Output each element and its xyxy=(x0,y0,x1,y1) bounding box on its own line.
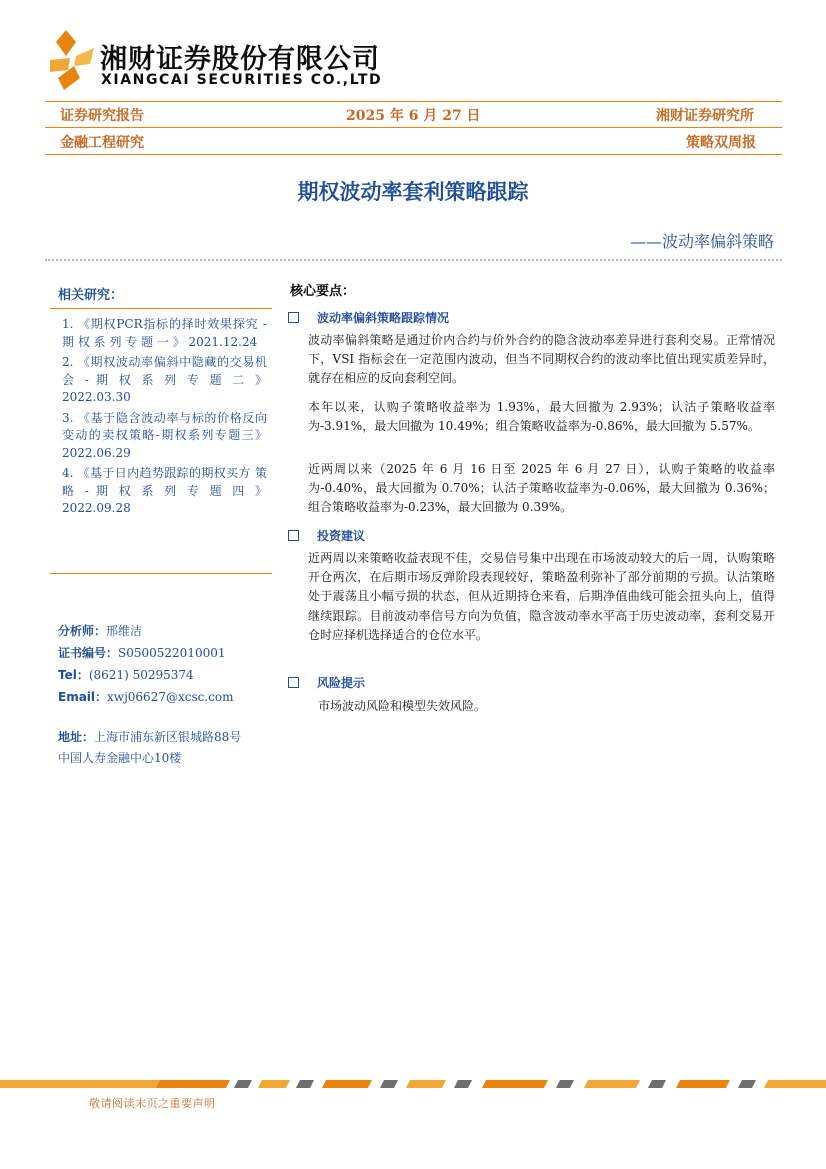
strategy-description: 波动率偏斜策略是通过价内合约与价外合约的隐含波动率差异进行套利交易。正常情况下，VSI 指标会在一定范围内波动，但当不同期权合约的波动率比值出现实质差异时，就存在相应的反向套利空间。 xyxy=(308,333,775,386)
page-title: 期权波动率套利策略跟踪 xyxy=(297,180,529,204)
address-line-1: 上海市浦东新区银城路88号 xyxy=(94,730,242,744)
related-research-heading: 相关研究： xyxy=(58,288,124,303)
office-address xyxy=(58,727,241,769)
analyst-name: 邢维洁 xyxy=(106,624,143,638)
checkbox-bullet-icon xyxy=(288,312,299,323)
company-name-cn: 湘财证券股份有限公司 xyxy=(100,44,380,75)
two-week-performance: 近两周以来（2025 年 6 月 16 日至 2025 年 6 月 27 日），认购子策略的收益率为-0.40%，最大回撤为 0.70%；认沽子策略收益率为-0.06%，最大回撤为 0.36%；组合策略收益率为-0.23%，最大回撤为 0.39%。 xyxy=(308,462,775,515)
related-research-list xyxy=(62,316,267,518)
company-logo-icon xyxy=(50,30,96,96)
report-frequency: 策略双周报 xyxy=(686,135,756,151)
risk-warning-text: 市场波动风险和模型失效风险。 xyxy=(318,699,487,713)
disclaimer-note: 敬请阅读末页之重要声明 xyxy=(89,1097,216,1110)
email-label: Email： xyxy=(58,690,108,704)
analyst-label: 分析师： xyxy=(58,624,107,638)
page-subtitle: ——波动率偏斜策略 xyxy=(629,232,774,251)
checkbox-bullet-icon xyxy=(288,530,299,541)
header-divider-middle xyxy=(45,127,782,128)
title-divider xyxy=(45,259,782,261)
section-risk-warning xyxy=(288,674,365,691)
section-vol-skew-tracking xyxy=(288,309,449,326)
section-title: 风险提示 xyxy=(317,676,366,690)
cert-label: 证书编号： xyxy=(58,646,119,660)
tel-number: (8621) 50295374 xyxy=(88,668,194,682)
section-investment-advice xyxy=(288,527,365,544)
report-date: 2025 年 6 月 27 日 xyxy=(346,108,481,124)
checkbox-bullet-icon xyxy=(288,677,299,688)
footer-stripe-bar xyxy=(0,1080,826,1088)
header-divider-bottom xyxy=(45,154,782,155)
related-research-item[interactable]: 3. 《基于隐含波动率与标的价格反向变动的卖权策略-期权系列专题三》 2022.06.29 xyxy=(62,410,267,460)
ytd-performance: 本年以来，认购子策略收益率为 1.93%，最大回撤为 2.93%；认沽子策略收益率为-3.91%，最大回撤为 10.49%；组合策略收益率为-0.86%，最大回撤为 5.57%。 xyxy=(308,400,775,434)
related-research-item[interactable]: 2. 《期权波动率偏斜中隐藏的交易机会 - 期 权 系 列 专 题 二 》 2022.03.30 xyxy=(62,355,267,404)
analyst-contact xyxy=(58,620,233,708)
related-divider-top xyxy=(50,308,272,309)
email-address[interactable]: xwj06627@xcsc.com xyxy=(107,690,234,704)
header-divider-top xyxy=(45,101,782,102)
related-divider-bottom xyxy=(50,573,272,574)
investment-advice-text: 近两周以来策略收益表现不佳，交易信号集中出现在市场波动较大的后一周，认购策略开仓两次，在后期市场反弹阶段表现较好，策略盈利弥补了部分前期的亏损。认沽策略处于震荡且小幅亏损的状态，但从近期持仓来看，后期净值曲线可能会扭头向上，值得继续跟踪。目前波动率信号方向为负值，隐含波动率水平高于历史波动率，套利交易开仓时应择机选择适合的仓位水平。 xyxy=(308,551,775,642)
cert-number: S0500522010001 xyxy=(118,646,226,660)
tel-label: Tel： xyxy=(58,668,89,682)
section-title: 波动率偏斜策略跟踪情况 xyxy=(317,311,450,325)
section-title: 投资建议 xyxy=(317,529,366,543)
research-area: 金融工程研究 xyxy=(60,135,144,151)
company-name-en: XIANGCAI SECURITIES CO.,LTD xyxy=(101,72,383,88)
address-line-2: 中国人寿金融中心10楼 xyxy=(58,751,182,765)
address-label: 地址： xyxy=(58,730,95,744)
research-institute: 湘财证券研究所 xyxy=(656,108,754,124)
key-points-heading: 核心要点： xyxy=(290,284,356,299)
related-research-item[interactable]: 1. 《期权PCR指标的择时效果探究 - 期 权 系 列 专 题 一 》 2021.12.24 xyxy=(62,317,267,349)
report-type: 证券研究报告 xyxy=(60,108,144,124)
related-research-item[interactable]: 4. 《基于日内趋势跟踪的期权买方 策 略 - 期 权 系 列 专 题 四 》 2022.09.28 xyxy=(62,466,267,515)
